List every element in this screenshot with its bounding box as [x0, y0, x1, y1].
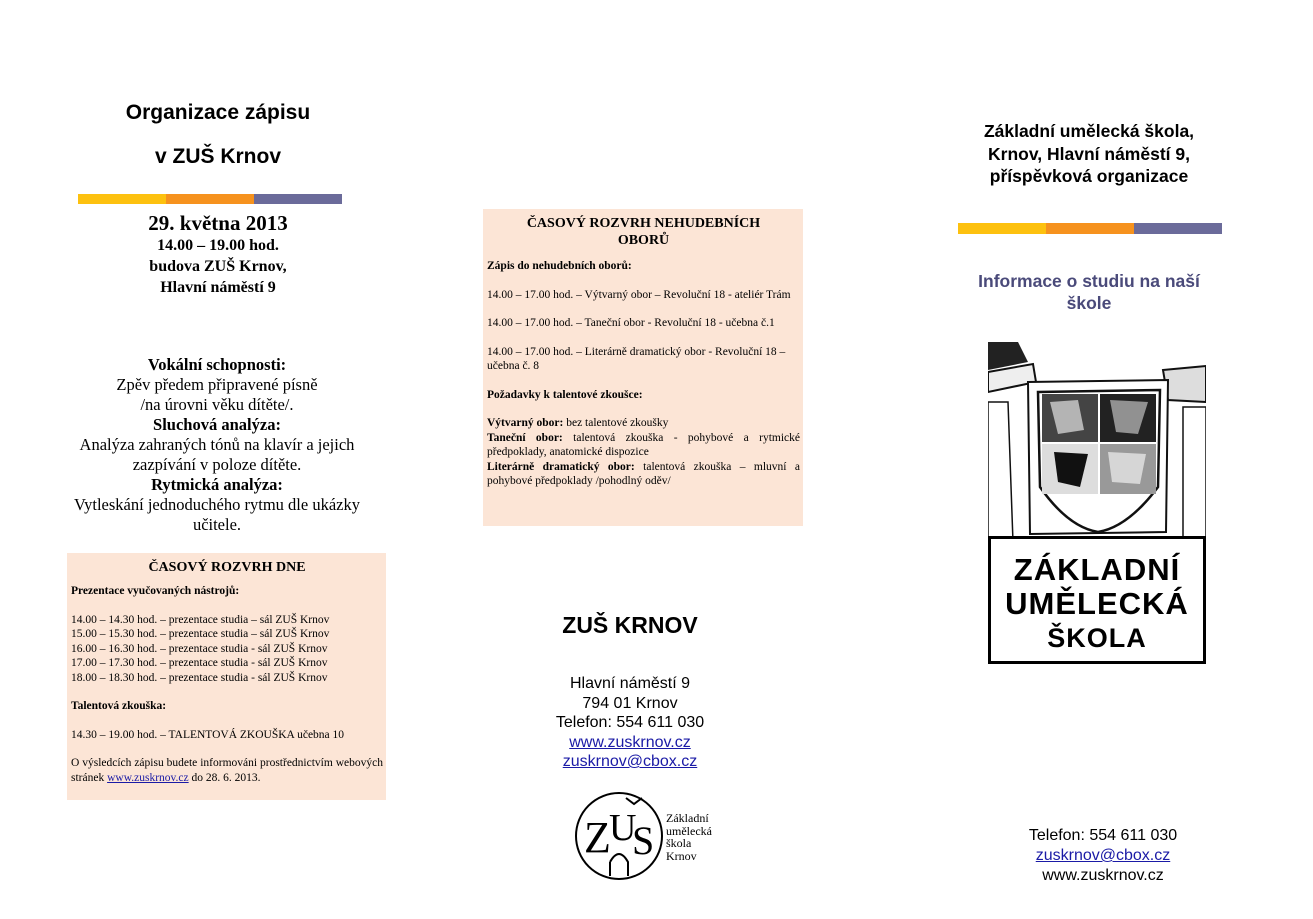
hearing-heading: Sluchová analýza: [153, 415, 281, 434]
contact-block [500, 612, 760, 772]
req-art: Výtvarný obor: bez talentové zkoušky [487, 417, 669, 429]
enroll-heading: Zápis do nehudebních oborů: [487, 260, 632, 272]
school-sign-drawing [988, 342, 1206, 664]
nonmusic-schedule-title: ČASOVÝ ROZVRH NEHUDEBNÍCH OBORŮ [526, 216, 761, 248]
event-info [78, 211, 358, 298]
contact-street: Hlavní náměstí 9 [569, 675, 691, 692]
school-logo-text: Základní umělecká škola Krnov [666, 811, 712, 863]
result-note: O výsledcích zápisu budete informováni prostřednictvím webových stránek www.zuskrnov.cz do 28. 6. 2013. [71, 757, 383, 784]
result-web-link[interactable]: www.zuskrnov.cz [107, 771, 189, 784]
schedule-slot: 14.00 – 14.30 hod. – prezentace studia – sál ZUŠ Krnov [71, 613, 330, 626]
color-bar-right [958, 223, 1222, 234]
sign-text [991, 539, 1203, 655]
nonmusic-schedule-box [483, 209, 803, 526]
contact-title: ZUŠ KRNOV [562, 612, 698, 638]
day-schedule-title: ČASOVÝ ROZVRH DNE [148, 560, 306, 575]
right-phone: Telefon: 554 611 030 [1028, 827, 1178, 844]
event-place-2: Hlavní náměstí 9 [160, 279, 276, 296]
rhythm-line2: učitele. [192, 515, 242, 534]
svg-text:S: S [632, 818, 655, 863]
vocal-line2: /na úrovni věku dítěte/. [140, 395, 294, 414]
vocal-heading: Vokální schopnosti: [147, 355, 287, 374]
nonmusic-item-3: 14.00 – 17.00 hod. – Literárně dramatický obor - Revoluční 18 – učebna č. 8 [487, 345, 786, 372]
contact-email-link[interactable]: zuskrnov@cbox.cz [562, 753, 698, 770]
school-name-line2: Krnov, Hlavní náměstí 9, [988, 143, 1190, 164]
hearing-line2: zazpívání v poloze dítěte. [132, 455, 302, 474]
right-web: www.zuskrnov.cz [1042, 867, 1164, 884]
school-logo-mark [574, 790, 664, 882]
day-schedule-box [67, 553, 386, 800]
sign-line2: UMĚLECKÁ [1005, 586, 1189, 621]
sign-line3: ŠKOLA [1047, 623, 1147, 653]
talent-heading: Talentová zkouška: [71, 700, 167, 712]
contact-phone: Telefon: 554 611 030 [555, 714, 705, 731]
nonmusic-item-1: 14.00 – 17.00 hod. – Výtvarný obor – Revoluční 18 - ateliér Trám [487, 288, 791, 301]
talent-line: 14.30 – 19.00 hod. – TALENTOVÁ ZKOUŠKA učebna 10 [71, 728, 345, 741]
exam-requirements [58, 355, 376, 535]
left-title [78, 102, 358, 168]
event-place-1: budova ZUŠ Krnov, [149, 258, 287, 275]
sign-line1: ZÁKLADNÍ [1013, 552, 1181, 587]
contact-city: 794 01 Krnov [582, 694, 678, 712]
svg-text:U: U [609, 807, 637, 849]
event-date: 29. května 2013 [148, 211, 288, 235]
school-name-line1: Základní umělecká škola, [983, 121, 1195, 141]
color-bar-left [78, 194, 342, 204]
school-sign-board [988, 536, 1206, 664]
coat-of-arms-drawing [988, 342, 1206, 542]
right-email-link[interactable]: zuskrnov@cbox.cz [1035, 847, 1171, 864]
req-drama: Literárně dramatický obor: talentová zkouška – mluvní a pohybové předpoklady /pohodlný oděv/ [487, 460, 800, 487]
event-time: 14.00 – 19.00 hod. [157, 237, 279, 254]
right-contact [968, 826, 1238, 886]
vocal-line1: Zpěv předem připravené písně [116, 375, 318, 394]
schedule-slot: 15.00 – 15.30 hod. – prezentace studia – sál ZUŠ Krnov [71, 628, 330, 640]
presentation-heading: Prezentace vyučovaných nástrojů: [71, 585, 240, 597]
school-name-line3: příspěvková organizace [989, 166, 1189, 186]
rhythm-heading: Rytmická analýza: [151, 475, 283, 494]
req-dance: Taneční obor: talentová zkouška - pohybové a rytmické předpoklady, anatomické dispozice [487, 431, 800, 458]
school-logo [574, 790, 734, 882]
requirements-heading: Požadavky k talentové zkoušce: [487, 388, 643, 401]
left-title-line1: Organizace zápisu [125, 101, 311, 124]
school-name [948, 120, 1230, 188]
nonmusic-item-2: 14.00 – 17.00 hod. – Taneční obor - Revoluční 18 - učebna č.1 [487, 317, 775, 329]
presentation-slots [71, 613, 383, 686]
left-title-line2: v ZUŠ Krnov [154, 145, 282, 168]
svg-text:Z: Z [584, 813, 611, 862]
hearing-line1: Analýza zahraných tónů na klavír a jejich [79, 435, 355, 454]
rhythm-line1: Vytleskání jednoduchého rytmu dle ukázky [74, 495, 360, 514]
contact-web-link[interactable]: www.zuskrnov.cz [569, 733, 691, 751]
schedule-slot: 16.00 – 16.30 hod. – prezentace studia - sál ZUŠ Krnov [71, 642, 328, 655]
info-heading: Informace o studiu na naší škole [978, 271, 1200, 313]
schedule-slot: 17.00 – 17.30 hod. – prezentace studia - sál ZUŠ Krnov [71, 657, 328, 669]
schedule-slot: 18.00 – 18.30 hod. – prezentace studia - sál ZUŠ Krnov [71, 671, 328, 684]
requirements-list [487, 416, 800, 489]
